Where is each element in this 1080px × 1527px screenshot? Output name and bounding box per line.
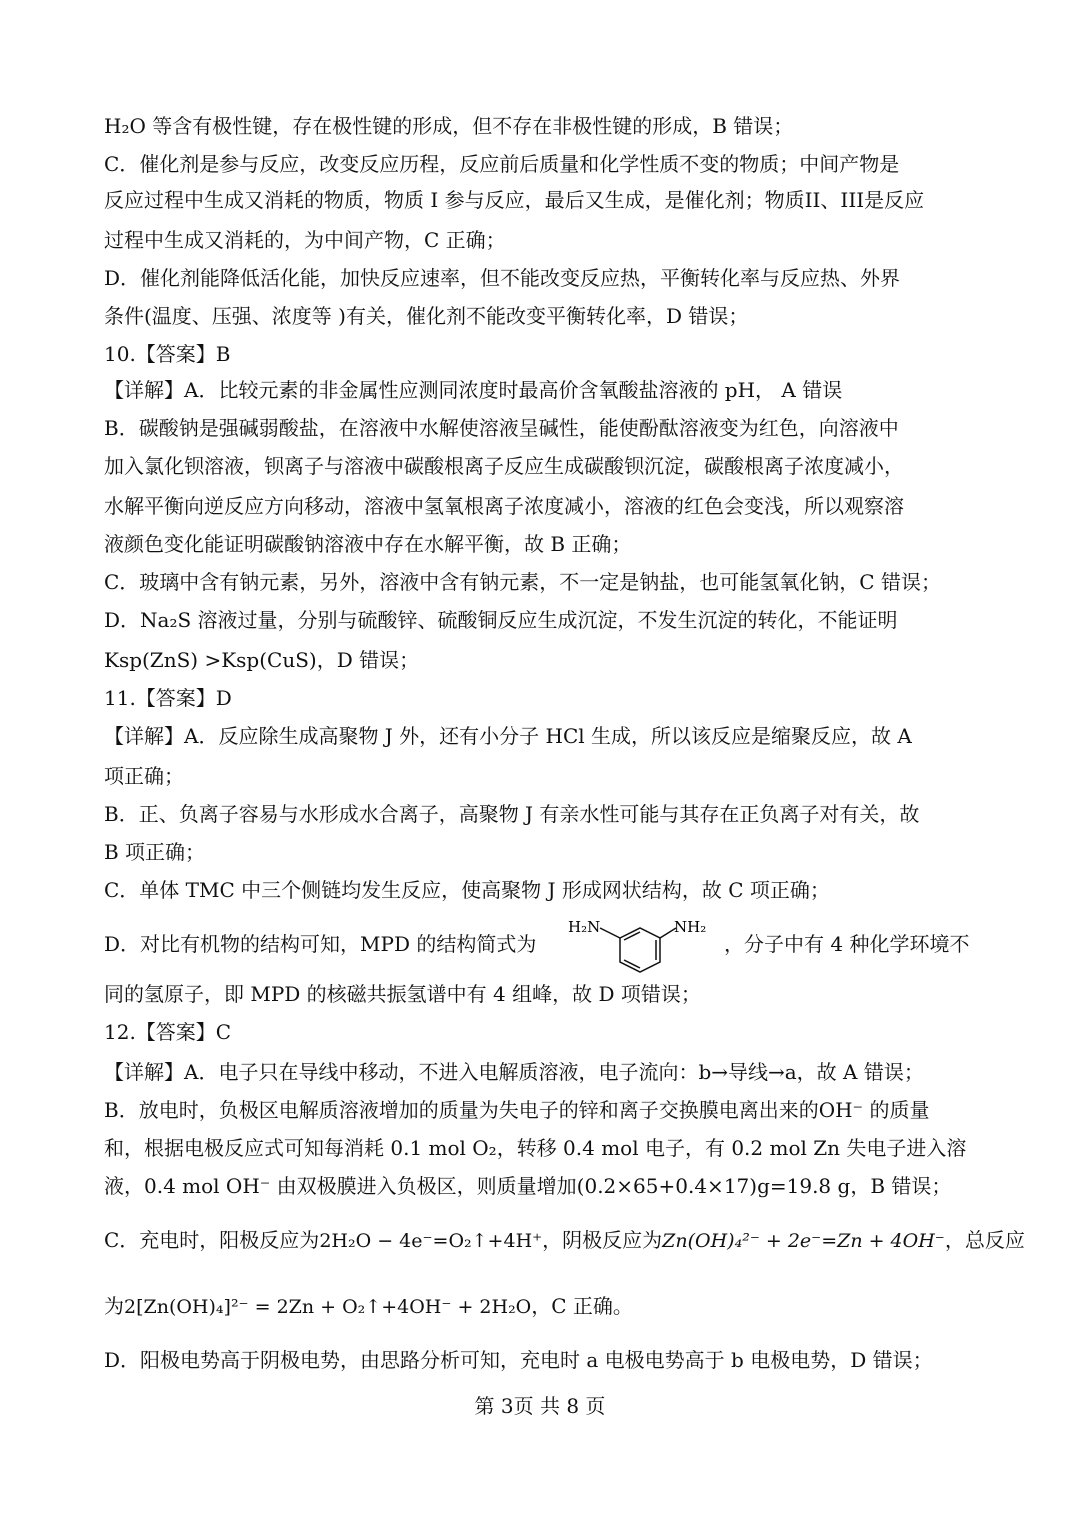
cathode-equation: Zn(OH)₄²⁻ + 2e⁻=Zn + 4OH⁻ [662,1230,945,1252]
text-line: D．对比有机物的结构可知，MPD 的结构简式为 [104,932,537,956]
text-line: 加入氯化钡溶液，钡离子与溶液中碳酸根离子反应生成碳酸钡沉淀，碳酸根离子浓度减小， [104,454,904,478]
text-line: Ksp(ZnS) >Ksp(CuS)，D 错误； [104,648,420,672]
total-equation: 2[Zn(OH)₄]²⁻ = 2Zn + O₂↑+4OH⁻ + 2H₂O [124,1296,532,1318]
text-line: 项正确； [104,764,184,788]
answer-heading: 10.【答案】B [104,342,231,366]
text-line: 反应过程中生成又消耗的物质，物质 I 参与反应，最后又生成，是催化剂；物质II、III是反应 [104,188,925,212]
page-footer: 第 3页 共 8 页 [474,1394,606,1418]
text-line: 和，根据电极反应式可知每消耗 0.1 mol O₂，转移 0.4 mol 电子，有 0.2 mol Zn 失电子进入溶 [104,1136,967,1160]
text-line: 【详解】A．比较元素的非金属性应测同浓度时最高价含氧酸盐溶液的 pH， A 错误 [104,378,843,402]
text-line: 水解平衡向逆反应方向移动，溶液中氢氧根离子浓度减小，溶液的红色会变浅，所以观察溶 [104,494,904,518]
text-line: 同的氢原子，即 MPD 的核磁共振氢谱中有 4 组峰，故 D 项错误； [104,982,701,1006]
text-line: D．Na₂S 溶液过量，分别与硫酸锌、硫酸铜反应生成沉淀，不发生沉淀的转化，不能证明 [104,608,898,632]
text-fragment: ，总反应 [944,1228,1025,1252]
equation-line [104,1292,984,1321]
text-line: B 项正确； [104,840,206,864]
text-line: 液颜色变化能证明碳酸钠溶液中存在水解平衡，故 B 正确； [104,532,632,556]
text-fragment: 为 [104,1294,124,1318]
text-line: C．单体 TMC 中三个侧链均发生反应，使高聚物 J 形成网状结构，故 C 项正确； [104,878,830,902]
text-line: 液，0.4 mol OH⁻ 由双极膜进入负极区，则质量增加(0.2×65+0.4×17)g=19.8 g，B 错误； [104,1174,952,1198]
text-line: C．催化剂是参与反应，改变反应历程，反应前后质量和化学性质不变的物质；中间产物是 [104,152,900,176]
text-line: 过程中生成又消耗的，为中间产物，C 正确； [104,228,506,252]
text-line: 【详解】A．反应除生成高聚物 J 外，还有小分子 HCl 生成，所以该反应是缩聚反应，故 A [104,724,912,748]
mpd-structure [568,916,718,986]
text-line: ，分子中有 4 种化学环境不 [724,932,970,956]
text-line: 【详解】A．电子只在导线中移动，不进入电解质溶液，电子流向：b→导线→a，故 A 错误； [104,1060,924,1084]
text-fragment: ，C 正确。 [531,1294,633,1318]
text-line: D．催化剂能降低活化能，加快反应速率，但不能改变反应热，平衡转化率与反应热、外界 [104,266,901,290]
answer-heading: 11.【答案】D [104,686,232,710]
text-line: H₂O 等含有极性键，存在极性键的形成，但不存在非极性键的形成，B 错误； [104,114,794,138]
text-line: 条件(温度、压强、浓度等 )有关，催化剂不能改变平衡转化率，D 错误； [104,304,749,328]
benzene-ring-icon [568,916,718,986]
equation-line [104,1226,1025,1255]
text-line: B．放电时，负极区电解质溶液增加的质量为失电子的锌和离子交换膜电离出来的OH⁻ 的质量 [104,1098,930,1122]
text-line: C．玻璃中含有钠元素，另外，溶液中含有钠元素，不一定是钠盐，也可能氢氧化钠，C 错误； [104,570,941,594]
answer-heading: 12.【答案】C [104,1020,232,1044]
anode-equation: 2H₂O − 4e⁻=O₂↑+4H⁺ [319,1230,543,1252]
text-line: B．正、负离子容易与水形成水合离子，高聚物 J 有亲水性可能与其存在正负离子对有关，故 [104,802,920,826]
amine-label-left: H₂N [568,918,601,936]
amine-label-right: NH₂ [674,918,707,936]
text-line: D．阳极电势高于阴极电势，由思路分析可知，充电时 a 电极电势高于 b 电极电势，D 错误； [104,1348,933,1372]
text-fragment: ，阴极反应为 [542,1228,663,1252]
text-line: B．碳酸钠是强碱弱酸盐，在溶液中水解使溶液呈碱性，能使酚酞溶液变为红色，向溶液中 [104,416,899,440]
text-fragment: C．充电时，阳极反应为 [104,1228,320,1252]
